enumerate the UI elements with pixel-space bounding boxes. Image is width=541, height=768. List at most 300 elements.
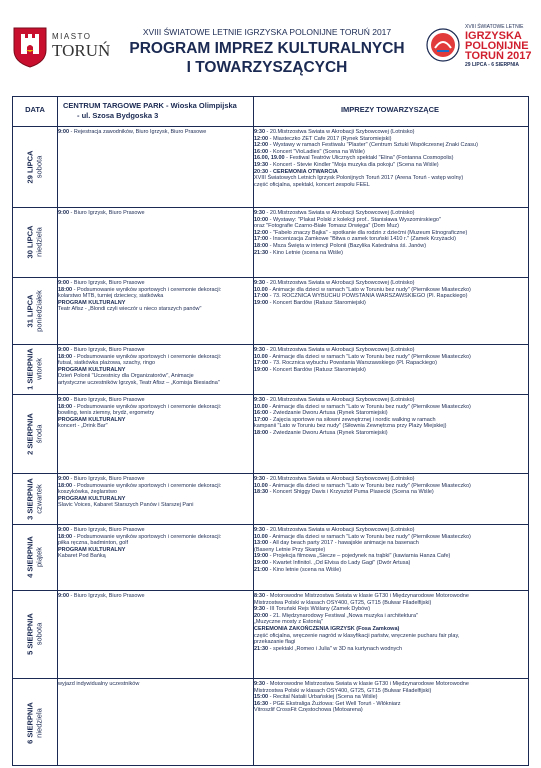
torun-city-logo <box>12 26 122 70</box>
park-schedule-cell <box>58 593 252 677</box>
line-text: - Wystawy w ramach Festiwalu "Plaster" (Centrum Sztuki Współczesnej Znaki Czasu) <box>268 142 478 149</box>
emphasis-text: 21:30 <box>254 645 269 652</box>
schedule-line <box>254 633 526 640</box>
line-text: koszykówka, żeglarstwo <box>58 489 117 496</box>
line-text: - Biuro Igrzysk, Biuro Prasowe <box>69 476 145 482</box>
day-date: 4 SIERPNIA <box>25 536 35 578</box>
line-text: - III Toruński Rejs Wiślany (Zamek Dybów) <box>265 606 371 613</box>
emphasis-text: 9:00 <box>58 129 70 135</box>
emphasis-text: 19:00 <box>254 559 269 566</box>
schedule-line <box>254 217 526 224</box>
games-logo-line4: TORUŃ 2017 <box>465 50 532 62</box>
schedule-line <box>254 162 526 169</box>
schedule-line <box>58 280 252 287</box>
line-text: Dzień Polonii "Uczestnicy dla Organizatorów", Animacje <box>58 373 194 380</box>
day-weekday: sobota <box>34 155 43 178</box>
games-logo-line3: POLONIJNE <box>465 40 529 52</box>
line-text: - Koncert Shiggy Davis i Krzysztof Puma Piasecki (Scena na Wiśle) <box>268 489 434 496</box>
line-text: - 20.Mistrzostwa Świata w Akrobacji Szybowcowej (Lotnisko) <box>265 280 415 286</box>
day-date-label <box>27 702 44 744</box>
schedule-line <box>58 210 252 217</box>
schedule-line <box>254 540 526 547</box>
emphasis-text: 12:00 <box>254 142 269 149</box>
emphasis-text: 15:00 <box>254 694 269 701</box>
column-header-date: DATA <box>25 105 45 114</box>
schedule-line <box>58 423 252 430</box>
schedule-line <box>254 423 526 430</box>
day-weekday: niedziela <box>34 227 43 257</box>
line-text: kolarstwo MTB, turniej dzieciecy, siatkówka <box>58 293 164 300</box>
day-date: 29 LIPCA <box>25 150 35 183</box>
line-text: - Recital Natalii Urbańskiej (Scena na Wiśle) <box>268 694 378 701</box>
emphasis-text: 19:00 <box>254 299 269 306</box>
line-text: - Motorowodne Mistrzostwa Świata w klasie GT30 i Międzynarodowe Motorowodne <box>265 593 469 599</box>
schedule-line <box>254 142 526 149</box>
events-schedule-cell <box>254 280 526 343</box>
line-text: - PGE Ekstraliga Żużlowa: Get Well Toruń - Włókniarz <box>268 700 401 707</box>
schedule-line <box>58 367 252 374</box>
emphasis-text: 9:30 <box>254 397 266 403</box>
day-weekday: czwartek <box>34 483 43 514</box>
schedule-line <box>254 613 526 620</box>
schedule-line <box>58 489 252 496</box>
schedule-line <box>58 287 252 294</box>
emphasis-text: 9:00 <box>58 476 70 482</box>
emphasis-text: 21:30 <box>254 249 269 256</box>
day-date-cell <box>13 207 57 277</box>
emphasis-text: 9:00 <box>58 397 70 403</box>
emphasis-text: 9:30 <box>254 527 266 533</box>
emphasis-text: CEREMONIA ZAKOŃCZENIA IGRZYSK (Fosa Zamkowa) <box>254 625 400 632</box>
schedule-line <box>58 496 252 503</box>
line-text: - Koncert Bardów (Ratusz Staromiejski) <box>268 299 366 306</box>
schedule-line <box>58 534 252 541</box>
schedule-line <box>254 701 526 708</box>
day-row-divider <box>13 590 528 591</box>
day-row-divider <box>13 524 528 525</box>
schedule-line <box>58 129 252 136</box>
page-header <box>0 0 541 92</box>
day-date: 1 SIERPNIA <box>25 348 35 390</box>
emphasis-text: 12:00 <box>254 229 269 236</box>
line-text: - 20.Mistrzostwa Świata w Akrobacji Szybowcowej (Lotnisko) <box>265 347 415 353</box>
line-text: - All day beach party 2017 - hawajskie animacje na basenach <box>268 540 419 547</box>
line-text: (Baseny Letnie Przy Skarpie) <box>254 546 326 553</box>
schedule-line <box>58 354 252 361</box>
line-text: - Animacje dla dzieci w ramach "Lato w Toruniu bez nudy" (Piernikowe Miasteczko) <box>267 286 471 293</box>
line-text: - Msza Święta w intencji Polonii (Bazylika Katedralna śś. Janów) <box>268 242 427 249</box>
emphasis-text: 9:00 <box>58 280 70 286</box>
schedule-line <box>254 155 526 162</box>
emphasis-text: 10:00 <box>254 216 269 223</box>
line-text: przekazanie flagi <box>254 639 296 646</box>
emphasis-text: 17:00 <box>254 293 269 300</box>
line-text: - Biuro Igrzysk, Biuro Prasowe <box>69 593 145 599</box>
emphasis-text: 18:30 <box>254 489 269 496</box>
schedule-line <box>254 681 526 688</box>
emphasis-text: 19:00 <box>254 366 269 373</box>
day-date-label <box>27 348 44 390</box>
line-text: artystyczne uczestników Igrzysk, Teatr Afisz – „Komisja Biesiadna" <box>58 379 220 386</box>
emphasis-text: 17:00 <box>254 360 269 367</box>
day-date-cell <box>13 394 57 473</box>
line-text: - Animacje dla dzieci w ramach "Lato w Toruniu bez nudy" (Piernikowe Miasteczko) <box>267 353 471 360</box>
schedule-line <box>254 626 526 633</box>
day-date: 5 SIERPNIA <box>25 613 35 655</box>
emphasis-text: 9:00 <box>58 210 70 216</box>
line-text: bowling, tenis ziemny, brydż, ergometry <box>58 410 155 417</box>
emphasis-text: 9:00 <box>58 593 70 599</box>
day-weekday: środa <box>34 424 43 443</box>
schedule-line <box>58 293 252 300</box>
line-text: - Biuro Igrzysk, Biuro Prasowe <box>69 347 145 353</box>
line-text: - Koncert - Stevie Kindler "Moja muzyka dla pokoju" (Scena na Wiśle) <box>268 161 439 168</box>
emphasis-text: 9:30 <box>254 280 266 286</box>
emphasis-text: 16:00 <box>254 410 269 417</box>
schedule-line <box>254 619 526 626</box>
schedule-line <box>254 410 526 417</box>
line-text: część oficjalna, wręczenie nagród w klasyfikacji państw, wręczenie pucharu fair play, <box>254 632 460 639</box>
line-text: kampanii "Lato w Toruniu bez nudy" (Siłownia Zewnętrzna przy Plaży Miejskiej) <box>254 423 447 430</box>
emphasis-text: 9:00 <box>58 527 70 533</box>
day-date: 6 SIERPNIA <box>25 701 35 744</box>
day-date-label <box>27 478 44 520</box>
emphasis-text: 9:30 <box>254 606 266 613</box>
line-text: koncert - „Drink Bar" <box>58 423 108 430</box>
events-schedule-cell <box>254 129 526 206</box>
line-text: - Kwartet Infinitol. „Od Elvisa do Lady Gagi" (Dwór Artusa) <box>268 559 411 566</box>
line-text: - 20.Mistrzostwa Świata w Akrobacji Szybowcowej (Lotnisko) <box>265 210 415 216</box>
line-text: - 21. Międzynarodowy Festiwal „Nowa muzyka i architektura" <box>268 612 418 619</box>
schedule-line <box>254 175 526 182</box>
schedule-line <box>58 347 252 354</box>
schedule-line <box>254 606 526 613</box>
emphasis-text: 9:00 <box>58 347 70 353</box>
schedule-line <box>254 534 526 541</box>
emphasis-text: 20:00 <box>254 612 269 619</box>
emphasis-text: 18:00 <box>58 286 73 293</box>
line-text: - Koncert Bardów (Ratusz Staromiejski) <box>268 366 366 373</box>
day-date-cell <box>13 126 57 207</box>
day-row-divider <box>13 277 528 278</box>
schedule-line <box>58 404 252 411</box>
schedule-line <box>58 397 252 404</box>
park-schedule-cell <box>58 476 252 523</box>
schedule-line <box>58 410 252 417</box>
line-text: Teatr Afisz - „Blondi czyli wieczór u nieco starszych panów" <box>58 306 202 313</box>
line-text: - 20.Mistrzostwa Świata w Akrobacji Szybowcowej (Lotnisko) <box>265 527 415 533</box>
schedule-line <box>254 707 526 714</box>
schedule-line <box>254 360 526 367</box>
emphasis-text: 18:00 <box>58 482 73 489</box>
line-text: - Podsumowanie wyników sportowych i ceremonie dekoracji: <box>72 286 222 293</box>
schedule-line <box>254 567 526 574</box>
schedule-line <box>254 553 526 560</box>
emphasis-text: PROGRAM KULTURALNY <box>58 546 126 553</box>
schedule-line <box>58 417 252 424</box>
schedule-line <box>254 149 526 156</box>
line-text: Mistrzostwa Polski w klasach OSY400, GT25, GT15 (Bulwar Filadelfijski) <box>254 599 432 606</box>
line-text: - 20.Mistrzostwa Świata w Akrobacji Szybowcowej (Lotnisko) <box>265 397 415 403</box>
schedule-line <box>58 553 252 560</box>
line-text: piłka ręczna, badminton, golf <box>58 540 129 547</box>
events-schedule-cell <box>254 347 526 393</box>
day-date-cell <box>13 344 57 394</box>
emphasis-text: 9:30 <box>254 347 266 353</box>
day-date: 3 SIERPNIA <box>25 477 35 520</box>
schedule-line <box>254 694 526 701</box>
line-text: wyjazd indywidualny uczestników <box>58 681 140 687</box>
line-text: - 20.Mistrzostwa Świata w Akrobacji Szybowcowej (Lotnisko) <box>265 129 415 135</box>
schedule-line <box>254 210 526 217</box>
line-text: - Podsumowanie wyników sportowych i ceremonie dekoracji: <box>72 353 222 360</box>
events-schedule-cell <box>254 397 526 472</box>
schedule-line <box>254 639 526 646</box>
day-date-label <box>27 413 44 455</box>
schedule-line <box>254 354 526 361</box>
column-header-park-line2: - ul. Szosa Bydgoska 3 <box>77 111 159 120</box>
schedule-line <box>254 489 526 496</box>
emphasis-text: 17:00 <box>254 236 269 243</box>
schedule-line <box>254 593 526 600</box>
day-row-divider <box>13 394 528 395</box>
schedule-line <box>254 417 526 424</box>
day-date-cell <box>13 277 57 344</box>
day-weekday: niedziela <box>34 707 43 738</box>
line-text: XVIII Światowych Letnich Igrzysk Polonijnych Toruń 2017 (Arena Toruń - wstęp wolny) <box>254 175 464 182</box>
line-text: - Motorowodne Mistrzostwa Świata w klasie GT30 i Międzynarodowe Motorowodne <box>265 681 469 687</box>
line-text: - Podsumowanie wyników sportowych i ceremonie dekoracji: <box>72 403 222 410</box>
park-schedule-cell <box>58 280 252 343</box>
schedule-line <box>254 600 526 607</box>
line-text: Kabaret Pod Bańką <box>58 553 106 560</box>
park-schedule-cell <box>58 397 252 472</box>
line-text: część oficjalna, spektakl, koncert zespołu FEEL <box>254 181 370 188</box>
schedule-line <box>254 476 526 483</box>
line-text: - Wystawy: "Plakat Polski z kolekcji prof.. Stanisława Wyszomirskiego" <box>268 216 441 223</box>
park-schedule-cell <box>58 129 252 206</box>
emphasis-text: 10.00 <box>254 403 268 410</box>
emphasis-text: PROGRAM KULTURALNY <box>58 416 126 423</box>
line-text: - Miasteczko ZET Cafe 2017 (Rynek Staromiejski) <box>268 135 392 142</box>
emphasis-text: 9:30 <box>254 476 266 482</box>
emphasis-text: 9:30 <box>254 210 266 216</box>
day-date-cell <box>13 473 57 524</box>
column-header-park-line1: CENTRUM TARGOWE PARK - Wioska Olimpijska <box>63 101 237 110</box>
events-schedule-cell <box>254 210 526 276</box>
line-text: futsal, siatkówka plażowa, szachy, ringo <box>58 360 156 367</box>
emphasis-text: 19:00 <box>254 553 269 560</box>
schedule-line <box>58 540 252 547</box>
day-weekday: wtorek <box>34 357 43 381</box>
page-title-line1: PROGRAM IMPREZ KULTURALNYCH <box>129 40 405 57</box>
park-schedule-cell <box>58 210 252 276</box>
schedule-line <box>58 306 252 313</box>
schedule-line <box>254 287 526 294</box>
schedule-line <box>254 547 526 554</box>
line-text: - Biuro Igrzysk, Biuro Prasowe <box>69 210 145 216</box>
line-text: - Zwiedzanie Dworu Artusa (Rynek Staromiejski) <box>268 410 388 417</box>
line-text: - Projekcja filmowa „Siecze – pojedynek na trąbki" (kawiarnia Hanza Cafe) <box>268 553 451 560</box>
events-schedule-cell <box>254 593 526 677</box>
emphasis-text: 18:00 <box>58 403 73 410</box>
schedule-line <box>254 527 526 534</box>
emphasis-text: 9:30 <box>254 681 266 687</box>
emphasis-text: PROGRAM KULTURALNY <box>58 366 126 373</box>
schedule-line <box>58 476 252 483</box>
day-date-cell <box>13 590 57 678</box>
games-logo-line1: XVIII ŚWIATOWE LETNIE <box>465 24 524 30</box>
schedule-line <box>58 527 252 534</box>
emphasis-text: 20:30 <box>254 168 269 175</box>
schedule-line <box>254 397 526 404</box>
line-text: - Podsumowanie wyników sportowych i ceremonie dekoracji: <box>72 533 222 540</box>
day-date-label <box>27 226 44 259</box>
line-text: - Biuro Igrzysk, Biuro Prasowe <box>69 397 145 403</box>
schedule-line <box>58 360 252 367</box>
day-row-divider <box>13 678 528 679</box>
event-subtitle: XVIII ŚWIATOWE LETNIE IGRZYSKA POLONIJNE TORUŃ 2017 <box>142 27 392 37</box>
emphasis-text: 10.00 <box>254 286 268 293</box>
line-text: - Biuro Igrzysk, Biuro Prasowe <box>69 527 145 533</box>
schedule-line <box>254 182 526 189</box>
emphasis-text: 21:00 <box>254 566 269 573</box>
day-row-divider <box>13 344 528 345</box>
line-text: - Rejestracja zawodników, Biuro Igrzysk, Biuro Prasowe <box>69 129 207 135</box>
schedule-line <box>254 236 526 243</box>
emphasis-text: 8:30 <box>254 593 266 599</box>
games-logo <box>426 22 538 78</box>
schedule-line <box>254 293 526 300</box>
schedule-line <box>254 367 526 374</box>
emphasis-text: 18:00 <box>58 353 73 360</box>
line-text: - Koncert "VioLadies" (Scena na Wiśle) <box>268 148 365 155</box>
page-title-line2: I TOWARZYSZĄCYCH <box>186 59 348 76</box>
emphasis-text: 10.00 <box>254 482 268 489</box>
schedule-line <box>254 243 526 250</box>
games-logo-line5: 29 LIPCA - 6 SIERPNIA <box>465 62 519 68</box>
emphasis-text: 10.00 <box>254 353 268 360</box>
logo-top-text: MIASTO <box>52 32 92 41</box>
schedule-line <box>254 404 526 411</box>
schedule-table <box>12 96 529 766</box>
day-date-cell <box>13 524 57 590</box>
line-text: - Kino Letnie (scena na Wiśle) <box>268 249 343 256</box>
events-schedule-cell <box>254 476 526 523</box>
games-logo-line2: IGRZYSKA <box>465 30 522 42</box>
games-emblem-icon <box>426 28 460 62</box>
header-row-divider <box>13 126 528 127</box>
emphasis-text: CEREMONIA OTWARCIA <box>272 168 338 175</box>
park-schedule-cell <box>58 347 252 393</box>
emphasis-text: 16:00 <box>254 148 269 155</box>
line-text: - Zajęcia sportowe na siłowni zewnętrznej i nordic walking w ramach <box>268 416 436 423</box>
park-schedule-cell <box>58 527 252 589</box>
line-text: - Kino letnie (scena na Wiśle) <box>268 566 342 573</box>
line-text: - spektakl „Romeo i Julia" w 3D na kurtynach wodnych <box>268 645 403 652</box>
line-text: Vitroszlif CrossFit Częstochowa (Motoarena) <box>254 707 363 714</box>
schedule-line <box>254 430 526 437</box>
schedule-line <box>58 502 252 509</box>
line-text: - Zwiedzanie Dworu Artusa (Rynek Staromiejski) <box>268 429 388 436</box>
day-date: 31 LIPCA <box>25 294 35 327</box>
logo-main-text: TORUŃ <box>52 41 111 60</box>
line-text: Slavic Voices, Kabaret Starszych Panów i Starszej Pani <box>58 502 194 509</box>
emphasis-text: 18:00 <box>254 242 269 249</box>
schedule-line <box>254 300 526 307</box>
events-schedule-cell <box>254 681 526 766</box>
emphasis-text: 9:30 <box>254 129 266 135</box>
line-text: - Biuro Igrzysk, Biuro Prasowe <box>69 280 145 286</box>
day-date: 2 SIERPNIA <box>25 412 35 455</box>
day-weekday: piątek <box>34 547 43 568</box>
schedule-line <box>58 380 252 387</box>
park-schedule-cell <box>58 681 252 766</box>
schedule-line <box>58 681 252 688</box>
schedule-line <box>58 483 252 490</box>
day-date-label <box>27 613 44 655</box>
emphasis-text: PROGRAM KULTURALNY <box>58 299 126 306</box>
schedule-line <box>254 688 526 695</box>
line-text: - <box>268 168 273 175</box>
emphasis-text: 16.00, 19.00 <box>254 155 285 162</box>
day-row-divider <box>13 473 528 474</box>
emphasis-text: 12:00 <box>254 135 269 142</box>
schedule-line <box>254 646 526 653</box>
day-date-label <box>27 536 44 578</box>
line-text: - Podsumowanie wyników sportowych i ceremonie dekoracji: <box>72 482 222 489</box>
day-date-cell <box>13 678 57 767</box>
emphasis-text: 19:30 <box>254 161 269 168</box>
schedule-line <box>254 560 526 567</box>
emphasis-text: 16:30 <box>254 700 269 707</box>
day-weekday: poniedziałek <box>34 289 43 332</box>
schedule-line <box>254 250 526 257</box>
day-date-label <box>27 290 44 332</box>
schedule-line <box>58 547 252 554</box>
emphasis-text: 17:00 <box>254 416 269 423</box>
line-text: „Muzyczne mosty z Estonią" <box>254 619 323 626</box>
schedule-line <box>254 136 526 143</box>
day-date-label <box>27 150 44 183</box>
schedule-line <box>58 300 252 307</box>
schedule-line <box>254 483 526 490</box>
schedule-line <box>254 280 526 287</box>
day-weekday: sobota <box>34 622 43 646</box>
line-text: - Animacje dla dzieci w ramach "Lato w Toruniu bez nudy" (Piernikowe Miasteczko) <box>267 403 471 410</box>
line-text: - Festiwal Teatrów Ulicznych spektakl "Elina" (Fontanna Cosmopolis) <box>284 155 454 162</box>
emphasis-text: PROGRAM KULTURALNY <box>58 495 126 502</box>
emphasis-text: 13:00 <box>254 540 269 547</box>
schedule-line <box>254 230 526 237</box>
line-text: Mistrzostwa Polski w klasach OSY400, GT25, GT15 (Bulwar Filadelfijski) <box>254 687 432 694</box>
day-row-divider <box>13 207 528 208</box>
schedule-line <box>58 373 252 380</box>
line-text: - 20.Mistrzostwa Świata w Akrobacji Szybowcowej (Lotnisko) <box>265 476 415 482</box>
line-text: - Animacje dla dzieci w ramach "Lato w Toruniu bez nudy" (Piernikowe Miasteczko) <box>267 482 471 489</box>
line-text: oraz "Fotografie Czarno-Białe Tomasz Drwięga" (Dom Muz) <box>254 223 400 230</box>
day-date: 30 LIPCA <box>25 225 35 259</box>
schedule-line <box>58 593 252 600</box>
schedule-line <box>254 223 526 230</box>
line-text: - "Fabeło znaczy Bajka" - spotkanie dla rodzin z dziećmi (Muzeum Etnograficzne) <box>268 229 468 236</box>
emphasis-text: 18:00 <box>58 533 73 540</box>
schedule-line <box>254 129 526 136</box>
schedule-line <box>254 347 526 354</box>
emphasis-text: 10.00 <box>254 533 268 540</box>
line-text: - 73. Rocznica wybuchu Powstania Warszawskiego (Pl. Rapackiego) <box>268 360 437 367</box>
torun-crest-icon <box>12 26 48 68</box>
